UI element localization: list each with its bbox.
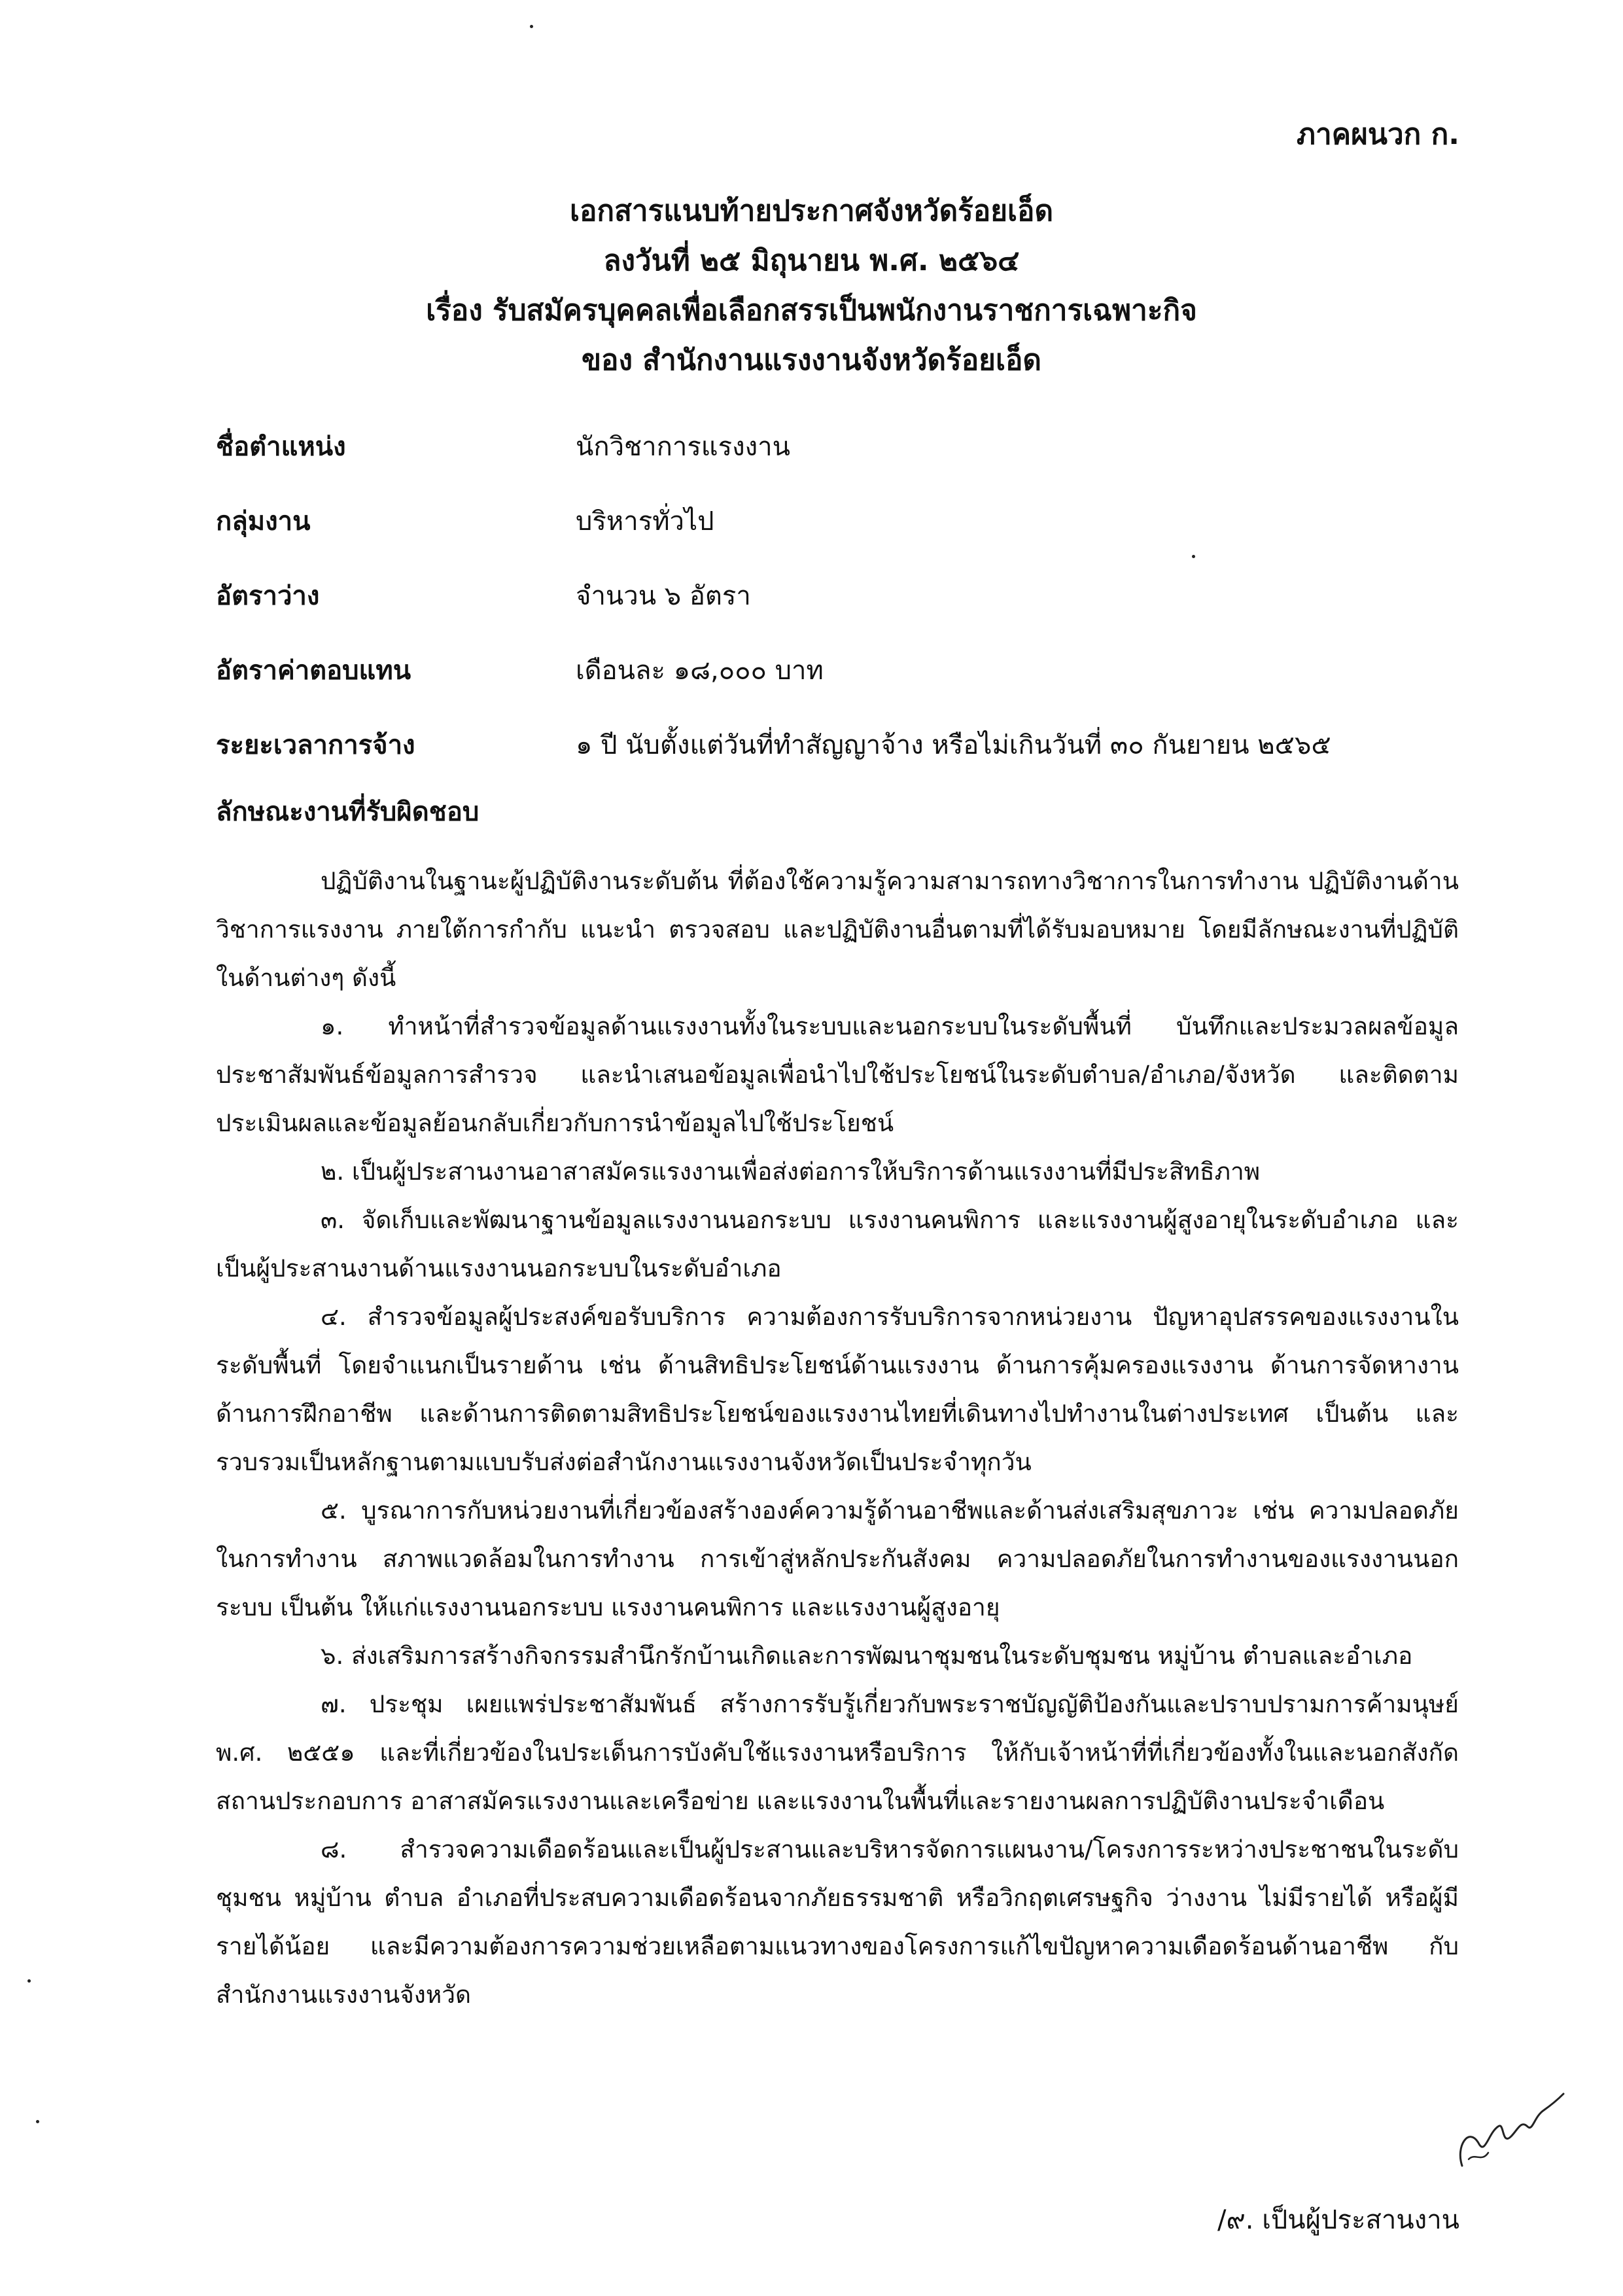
field-label: กลุ่มงาน xyxy=(216,506,311,537)
field-value: จำนวน ๖ อัตรา xyxy=(576,581,751,611)
duty-item-3: ๓. จัดเก็บและพัฒนาฐานข้อมูลแรงงานนอกระบบ แรงงานคนพิการ และแรงงานผู้สูงอายุในระดับอำเภอ และเป็นผู้ประสานงานด้านแรงงานนอกระบบในระดับอำเภอ xyxy=(216,1206,1459,1282)
field-value: ๑ ปี นับตั้งแต่วันที่ทำสัญญาจ้าง หรือไม่เกินวันที่ ๓๐ กันยายน ๒๕๖๕ xyxy=(576,730,1331,760)
field-salary xyxy=(216,649,1459,724)
scan-speck xyxy=(27,1979,31,1983)
field-label: อัตราค่าตอบแทน xyxy=(216,656,411,686)
section-title: ลักษณะงานที่รับผิดชอบ xyxy=(216,797,480,827)
document-heading xyxy=(0,186,1623,385)
scan-speck xyxy=(36,2120,39,2123)
appendix-label: ภาคผนวก ก. xyxy=(1296,118,1459,151)
duty-item-4: ๔. สำรวจข้อมูลผู้ประสงค์ขอรับบริการ ความต้องการรับบริการจากหน่วยงาน ปัญหาอุปสรรคของแรงงานในระดับพื้นที่ โดยจำแนกเป็นรายด้าน เช่น ด้านสิทธิประโยชน์ด้านแรงงาน ด้านการคุ้มครองแรงงาน ด้านการจัดหางาน ด้านการฝึกอาชีพ และด้านการติดตามสิทธิประโยชน์ของแรงงานไทยที่เดินทางไปทำงานในต่างประเทศ เป็นต้น และรวบรวมเป็นหลักฐานตามแบบรับส่งต่อสำนักงานแรงงานจังหวัดเป็นประจำทุกวัน xyxy=(216,1303,1459,1476)
duty-item-5: ๕. บูรณาการกับหน่วยงานที่เกี่ยวข้องสร้างองค์ความรู้ด้านอาชีพและด้านส่งเสริมสุขภาวะ เช่น ความปลอดภัยในการทำงาน สภาพแวดล้อมในการทำงาน การเข้าสู่หลักประกันสังคม ความปลอดภัยในการทำงานของแรงงานนอกระบบ เป็นต้น ให้แก่แรงงานนอกระบบ แรงงานคนพิการ และแรงงานผู้สูงอายุ xyxy=(216,1496,1459,1621)
duty-item-8: ๘. สำรวจความเดือดร้อนและเป็นผู้ประสานและบริหารจัดการแผนงาน/โครงการระหว่างประชาชนในระดับชุมชน หมู่บ้าน ตำบล อำเภอที่ประสบความเดือดร้อนจากภัยธรรมชาติ หรือวิกฤตเศรษฐกิจ ว่างงาน ไม่มีรายได้ หรือผู้มีรายได้น้อย และมีความต้องการความช่วยเหลือตามแนวทางของโครงการแก้ไขปัญหาความเดือดร้อนด้านอาชีพ กับสำนักงานแรงงานจังหวัด xyxy=(216,1835,1459,2009)
heading-line-2: ลงวันที่ ๒๕ มิถุนายน พ.ศ. ๒๕๖๔ xyxy=(603,244,1020,277)
field-value: เดือนละ ๑๘,๐๐๐ บาท xyxy=(576,656,824,686)
duty-item-2: ๒. เป็นผู้ประสานงานอาสาสมัครแรงงานเพื่อส่งต่อการให้บริการด้านแรงงานที่มีประสิทธิภาพ xyxy=(321,1157,1261,1186)
field-employment-period xyxy=(216,724,1459,798)
duties-body xyxy=(216,857,1459,2019)
position-details xyxy=(216,425,1459,798)
scan-speck xyxy=(1192,555,1195,558)
heading-line-3: เรื่อง รับสมัครบุคคลเพื่อเลือกสรรเป็นพนักงานราชการเฉพาะกิจ xyxy=(426,294,1197,327)
duties-intro: ปฏิบัติงานในฐานะผู้ปฏิบัติงานระดับต้น ที่ต้องใช้ความรู้ความสามารถทางวิชาการในการทำงาน ปฏิบัติงานด้านวิชาการแรงงาน ภายใต้การกำกับ แนะนำ ตรวจสอบ และปฏิบัติงานอื่นตามที่ได้รับมอบหมาย โดยมีลักษณะงานที่ปฏิบัติในด้านต่างๆ ดังนี้ xyxy=(216,867,1459,992)
heading-line-1: เอกสารแนบท้ายประกาศจังหวัดร้อยเอ็ด xyxy=(569,194,1054,228)
duty-item-7: ๗. ประชุม เผยแพร่ประชาสัมพันธ์ สร้างการรับรู้เกี่ยวกับพระราชบัญญัติป้องกันและปราบปรามการค้ามนุษย์ พ.ศ. ๒๕๕๑ และที่เกี่ยวข้องในประเด็นการบังคับใช้แรงงานหรือบริการ ให้กับเจ้าหน้าที่ที่เกี่ยวข้องทั้งในและนอกสังกัด สถานประกอบการ อาสาสมัครแรงงานและเครือข่าย และแรงงานในพื้นที่และรายงานผลการปฏิบัติงานประจำเดือน xyxy=(216,1690,1459,1815)
field-value: นักวิชาการแรงงาน xyxy=(576,432,790,462)
duty-item-1: ๑. ทำหน้าที่สำรวจข้อมูลด้านแรงงานทั้งในระบบและนอกระบบในระดับพื้นที่ บันทึกและประมวลผลข้อมูล ประชาสัมพันธ์ข้อมูลการสำรวจ และนำเสนอข้อมูลเพื่อนำไปใช้ประโยชน์ในระดับตำบล/อำเภอ/จังหวัด และติดตามประเมินผลและข้อมูลย้อนกลับเกี่ยวกับการนำข้อมูลไปใช้ประโยชน์ xyxy=(216,1012,1459,1137)
scan-speck xyxy=(530,25,533,28)
duty-item-6: ๖. ส่งเสริมการสร้างกิจกรรมสำนึกรักบ้านเกิดและการพัฒนาชุมชนในระดับชุมชน หมู่บ้าน ตำบลและอำเภอ xyxy=(321,1642,1413,1670)
field-vacancies xyxy=(216,574,1459,649)
field-position-name xyxy=(216,425,1459,500)
field-value: บริหารทั่วไป xyxy=(576,506,714,537)
field-label: ระยะเวลาการจ้าง xyxy=(216,730,415,760)
continuation-note: /๙. เป็นผู้ประสานงาน xyxy=(1217,2205,1459,2235)
field-label: อัตราว่าง xyxy=(216,581,320,611)
heading-line-4: ของ สำนักงานแรงงานจังหวัดร้อยเอ็ด xyxy=(581,344,1042,377)
field-label: ชื่อตำแหน่ง xyxy=(216,432,346,462)
field-work-group xyxy=(216,500,1459,574)
signature-icon xyxy=(1449,2081,1567,2179)
